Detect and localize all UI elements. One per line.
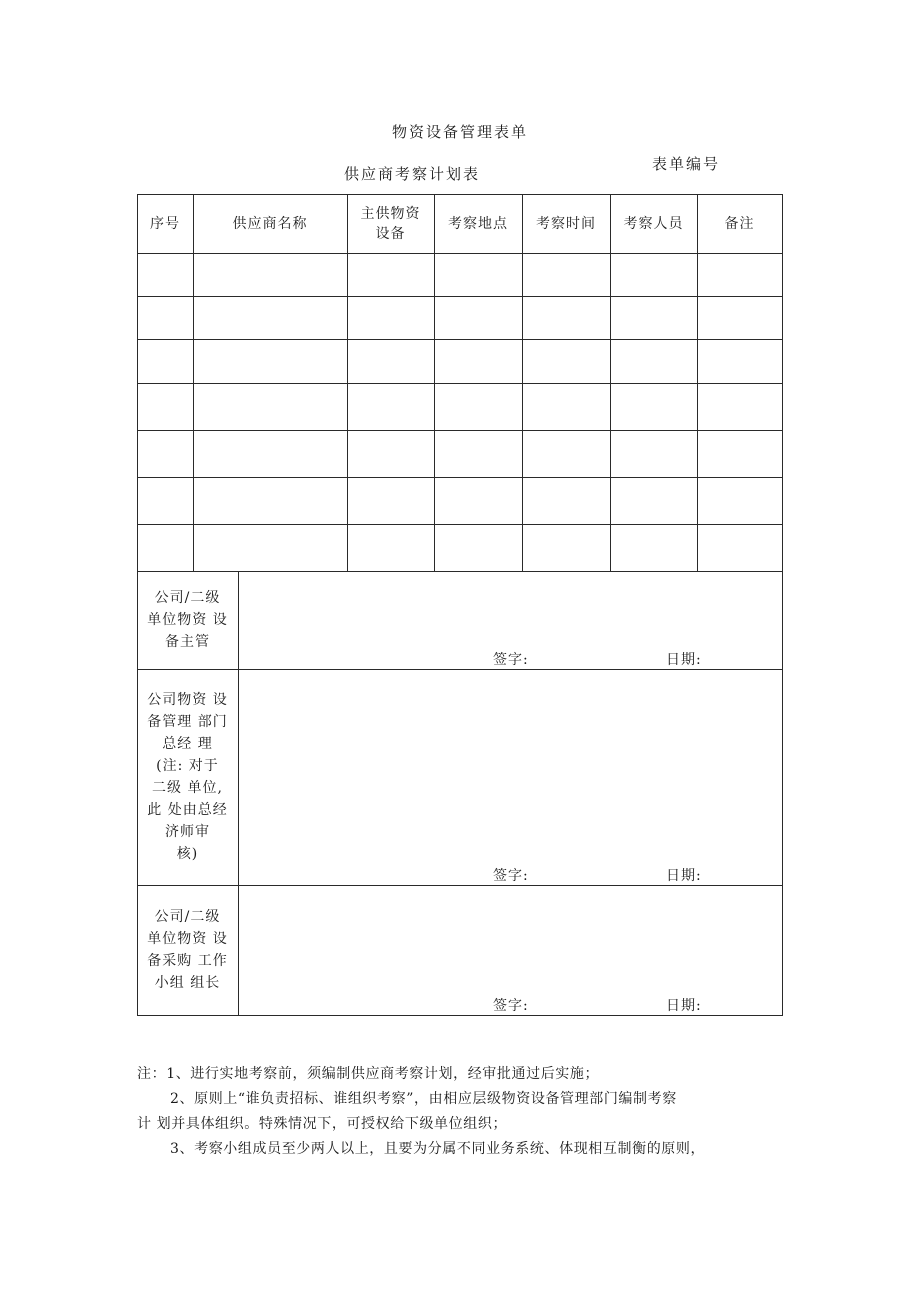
sign-label: 签字: <box>493 998 529 1014</box>
notes-section <box>137 1062 787 1162</box>
note-line: 3、考察小组成员至少两人以上，且要为分属不同业务系统、体现相互制衡的原则， <box>170 1141 706 1157</box>
note-line: 注：1、进行实地考察前，须编制供应商考察计划，经审批通过后实施； <box>137 1066 600 1082</box>
approval-label-supervisor: 公司/二级 单位物资 设 备主管 <box>147 590 228 650</box>
table-row[interactable] <box>137 524 782 571</box>
form-subtitle: 供应商考察计划表 <box>344 165 481 183</box>
col-header-location: 考察地点 <box>448 215 508 232</box>
approval-field-dept-manager[interactable] <box>239 670 782 885</box>
col-header-supplier-name: 供应商名称 <box>232 215 308 232</box>
table-row[interactable] <box>137 383 782 430</box>
col-header-personnel: 考察人员 <box>623 215 684 232</box>
table-row[interactable] <box>137 296 782 339</box>
col-header-main-supply: 主供物资 设备 <box>360 205 421 242</box>
col-header-time: 考察时间 <box>536 215 596 232</box>
table-row[interactable] <box>137 477 782 524</box>
table-row[interactable] <box>137 430 782 477</box>
approval-label-dept-manager: 公司物资 设 备管理 部门 总经 理 (注: 对于 二级 单位, 此 处由总经 济师审 核) <box>147 692 228 862</box>
note-line: 计 划并具体组织。特殊情况下，可授权给下级单位组织； <box>137 1116 508 1132</box>
sign-label: 签字: <box>493 868 529 884</box>
note-line: 2、原则上“谁负责招标、谁组织考察”，由相应层级物资设备管理部门编制考察 <box>170 1091 677 1107</box>
document-title: 物资设备管理表单 <box>391 123 528 141</box>
date-label: 日期: <box>666 998 702 1014</box>
table-row[interactable] <box>137 339 782 383</box>
supplier-inspection-table <box>137 194 783 1016</box>
table-row[interactable] <box>137 253 782 296</box>
approval-label-procurement-leader: 公司/二级 单位物资 设 备采购 工作 小组 组长 <box>147 909 228 991</box>
col-header-remarks: 备注 <box>724 215 755 232</box>
col-header-index: 序号 <box>150 215 180 232</box>
date-label: 日期: <box>666 652 702 668</box>
sign-label: 签字: <box>493 652 529 668</box>
date-label: 日期: <box>666 868 702 884</box>
form-number-label: 表单编号 <box>652 155 721 173</box>
